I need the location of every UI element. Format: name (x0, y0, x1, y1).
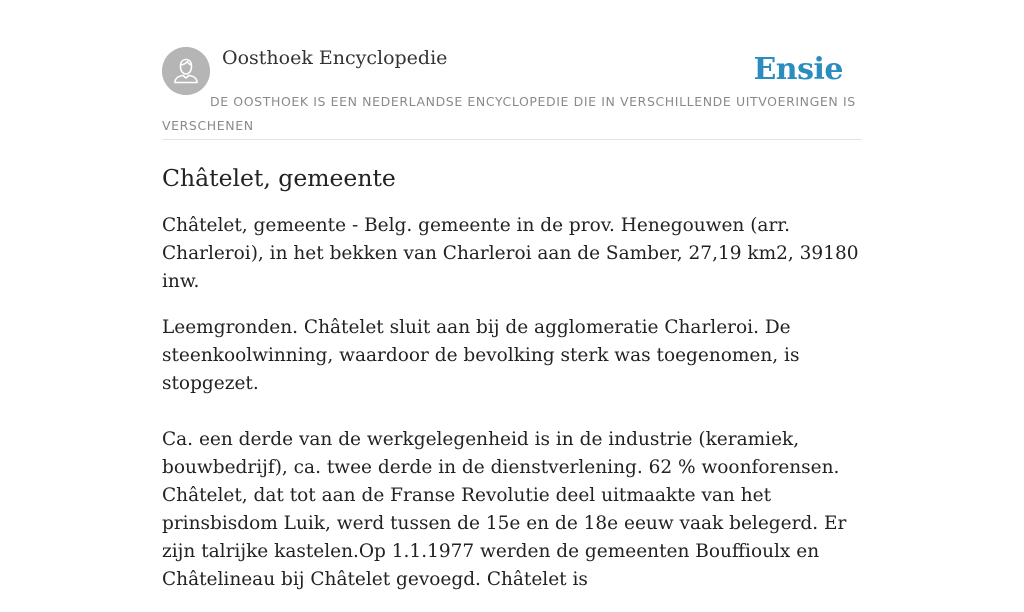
article-paragraph: Leemgronden. Châtelet sluit aan bij de agglomeratie Charleroi. De steenkoolwinning, waardoor de bevolking sterk was toegenomen, is stopgezet. (162, 317, 800, 394)
brand-logo[interactable]: Ensie (753, 52, 843, 87)
article-paragraph: Châtelet, gemeente - Belg. gemeente in de prov. Henegouwen (arr. Charleroi), in het bekken van Charleroi aan de Samber, 27,19 km2, 39180 inw. (162, 215, 859, 292)
site-header (162, 46, 862, 140)
article-title: Châtelet, gemeente (162, 164, 396, 192)
site-name[interactable]: Oosthoek Encyclopedie (222, 47, 448, 69)
article-paragraph: Ca. een derde van de werkgelegenheid is in de industrie (keramiek, bouwbedrijf), ca. twee derde in de dienstverlening. 62 % woonforensen. Châtelet, dat tot aan de Franse Revolutie deel uitmaakte van het prinsbisdom Luik, werd tussen de 15e en de 18e eeuw vaak belegerd. Er zijn talrijke kastelen.Op 1.1.1977 werden de gemeenten Bouffioulx en Châtelineau bij Châtelet gevoegd. Châtelet is (162, 429, 847, 590)
site-tagline: DE OOSTHOEK IS EEN NEDERLANDSE ENCYCLOPEDIE DIE IN VERSCHILLENDE UITVOERINGEN IS VERSCHENEN (162, 94, 856, 133)
article (162, 160, 866, 612)
user-avatar-icon[interactable] (162, 47, 210, 95)
